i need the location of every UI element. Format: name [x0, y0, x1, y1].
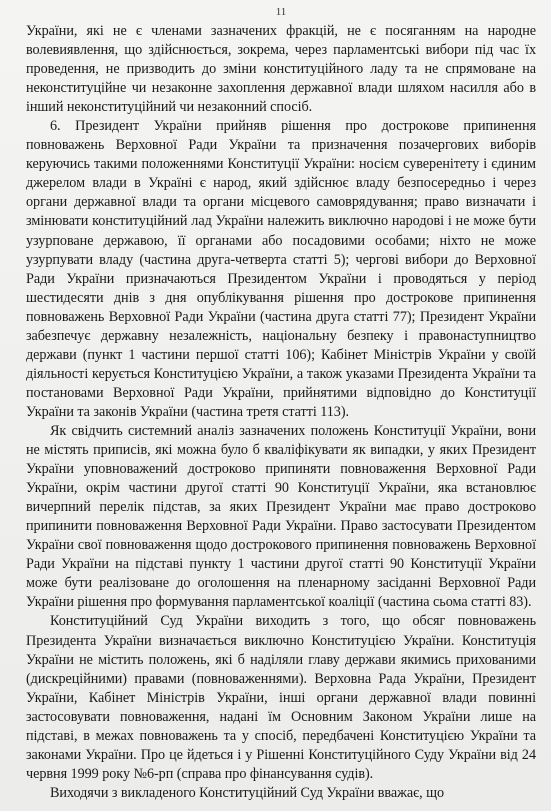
paragraph-court-position: Конституційний Суд України виходить з того, що обсяг повноважень Президента України визначається виключно Конституцією України. Конституція України не містить положень, які б наділяли главу держави якимись прихованими (дискреційними) правами (повноваженнями). Верховна Рада України, Президент України, Кабінет Міністрів України, інші органи державної влади повинні застосовувати повноваження, надані їм Основним Законом України лише на підставі, в межах повноважень та у спосіб, передбачені Конституцією України та законами України. Про це йдеться і у Рішенні Конституційного Суду України від 24 червня 1999 року №6-рп (справа про фінансування судів).	[26, 613, 536, 782]
page-number: 11	[275, 6, 287, 18]
paragraph-6-president-decision: 6. Президент України прийняв рішення про дострокове припинення повноважень Верховної Ради України та призначення позачергових виборів керуючись такими положеннями Конституції України: носієм суверенітету і єдиним джерелом влади в Україні є народ, який здійснює владу безпосередньо і через органи державної влади та органи місцевого самоврядування; право визначати і змінювати конституційний лад України належить виключно народові і не може бути узурповане державою, її органами або посадовими особами; ніхто не може узурпувати владу (частина друга-четверта статті 5); чергові вибори до Верховної Ради України призначаються Президентом України і проводяться у період шестидесяти днів з дня опублікування рішення про дострокове припинення повноважень Верховної Ради України (частина друга статті 77); Президент України забезпечує державну незалежність, національну безпеку і правонаступництво держави (пункт 1 частини першої статті 106); Кабінет Міністрів України у своїй діяльності керується Конституцією України, а також указами Президента України та постановами Верховної Ради України, прийнятими відповідно до Конституції України та законів України (частина третя статті 113).	[26, 118, 536, 420]
paragraph-continuation: України, які не є членами зазначених фракцій, не є посяганням на народне волевиявлення, що здійснюється, зокрема, через парламентські вибори під час їх проведення, не призводить до зміни конституційного ладу та не спрямоване на неконституційне чи незаконне захоплення державної влади шляхом насилля або в інший неконституційний чи незаконний спосіб.	[26, 23, 536, 116]
paragraph-system-analysis: Як свідчить системний аналіз зазначених положень Конституції України, вони не містять приписів, які можна було б кваліфікувати як випадки, у яких Президент України уповноважений достроково припиняти повноваження Верховної Ради України, окрім частини другої статті 90 Конституції України, яка встановлює вичерпний перелік підстав, за яких Президент України має право достроково припинити повноваження Верховної Ради України. Право застосувати Президентом України свої повноваження щодо дострокового припинення повноважень Верховної Ради України на підставі пункту 1 частини другої статті 90 Конституції України може бути реалізоване до оголошення на пленарному засіданні Верховної Ради України рішення про формування парламентської коаліції (частина сьома статті 83).	[26, 422, 536, 611]
document-body	[26, 22, 536, 803]
paragraph-conclusion-start: Виходячи з викладеного Конституційний Суд України вважає, що	[50, 784, 445, 801]
